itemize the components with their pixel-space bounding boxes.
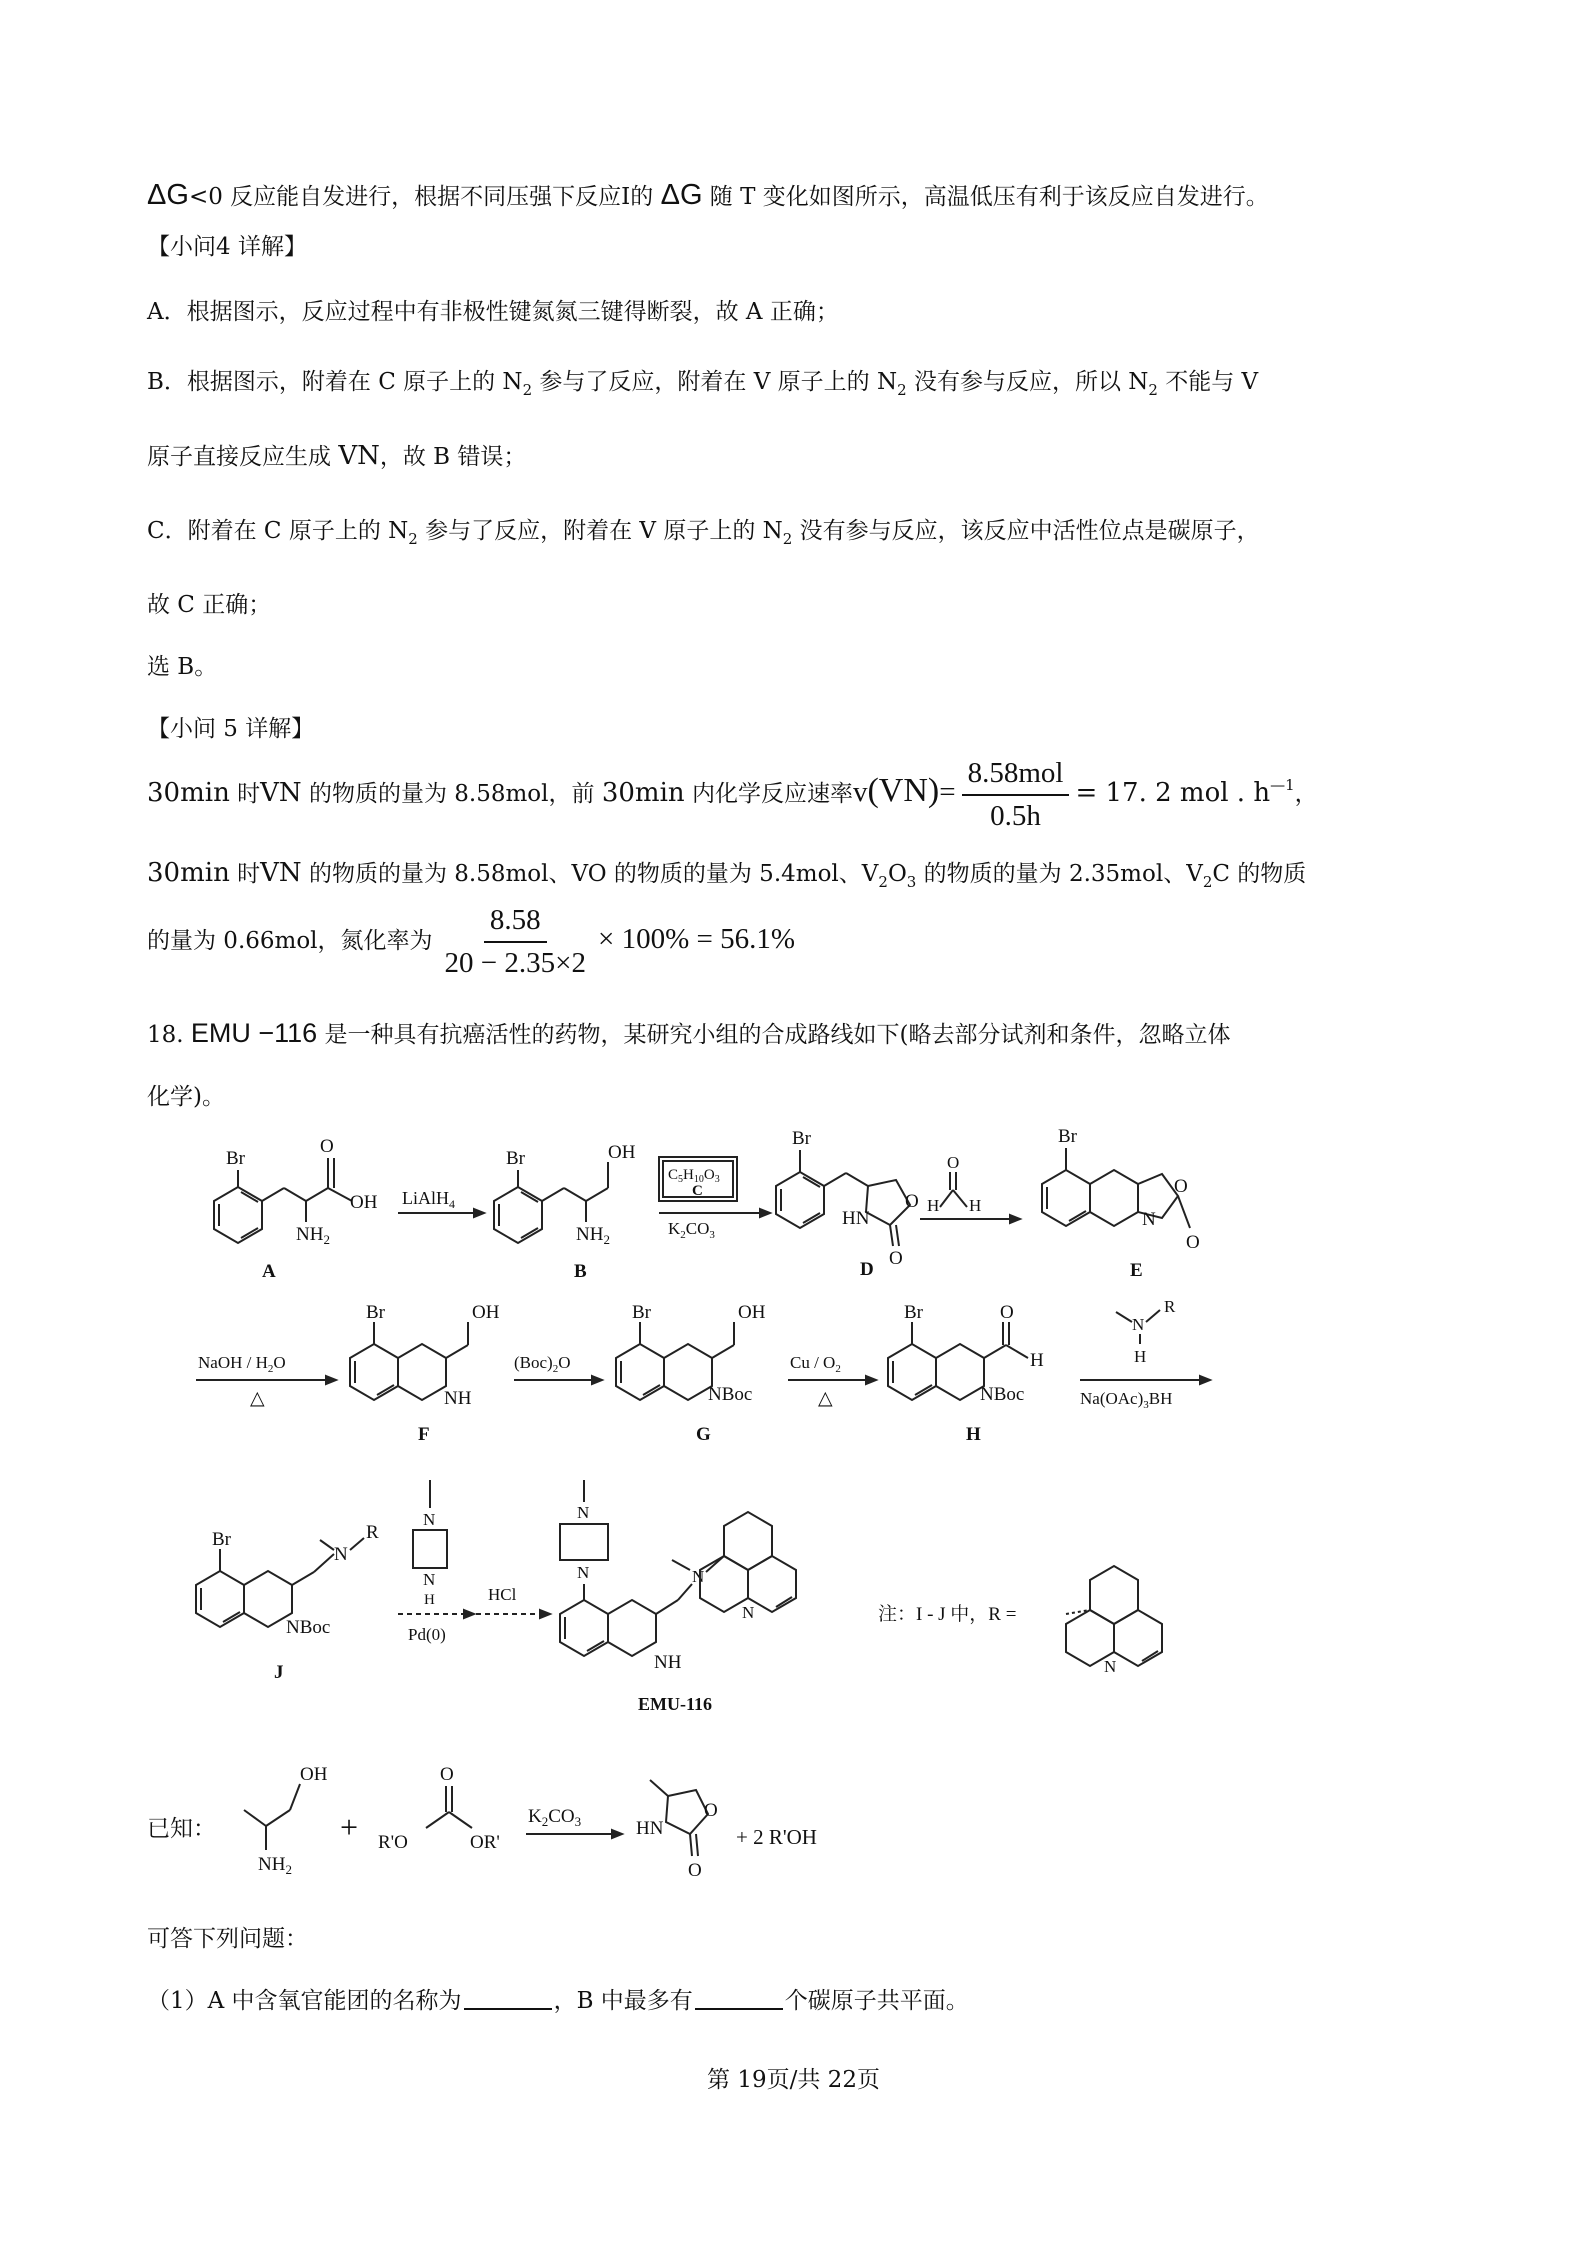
answer-a: A．根据图示，反应过程中有非极性键氮氮三键得断裂，故 A 正确；	[147, 299, 839, 325]
svg-text:R: R	[1164, 1297, 1176, 1316]
atom-label: $NH_2$	[296, 1224, 330, 1247]
svg-text:(Boc)2O: $(Boc)_2O$	[514, 1353, 571, 1375]
svg-text:+: +	[340, 1809, 359, 1845]
selection: 选 B。	[147, 654, 218, 680]
arrow-reductive-amination	[1080, 1297, 1210, 1411]
svg-text:O: O	[1000, 1302, 1014, 1323]
amount-line: 30min 时VN 的物质的量为 8.58mol、VO 的物质的量为 5.4mol、$V_2O_3$ 的物质的量为 2.35mol、$V_2C$ 的物质	[147, 858, 1307, 891]
svg-text:Pd(0): Pd(0)	[408, 1625, 446, 1644]
answer-c-line2: 故 C 正确；	[147, 592, 272, 618]
svg-text:O: O	[440, 1764, 454, 1785]
svg-text:Br: Br	[632, 1302, 651, 1323]
compound-g	[616, 1302, 766, 1445]
svg-text:Br: Br	[904, 1302, 923, 1323]
svg-text:Cu / O2: Cu / $O_2$	[790, 1353, 841, 1375]
svg-text:N: N	[423, 1510, 436, 1529]
svg-text:R: R	[366, 1522, 379, 1543]
svg-text:H: H	[424, 1592, 435, 1608]
svg-text:O: O	[1174, 1176, 1188, 1197]
svg-text:N: N	[692, 1567, 705, 1586]
svg-text:HCl: HCl	[488, 1585, 517, 1604]
compound-label: D	[860, 1259, 874, 1280]
compound-h	[888, 1302, 1044, 1445]
compound-label: J	[274, 1662, 284, 1683]
svg-text:NBoc: NBoc	[708, 1384, 753, 1405]
svg-text:Br: Br	[506, 1148, 525, 1169]
compound-a	[214, 1136, 378, 1282]
svg-text:H: H	[969, 1196, 982, 1215]
svg-text:NH2: $NH_2$	[258, 1854, 292, 1877]
svg-text:N: N	[742, 1603, 755, 1622]
svg-text:O: O	[889, 1248, 903, 1269]
compound-d	[776, 1128, 919, 1280]
svg-text:O: O	[905, 1191, 919, 1212]
compound-label: G	[696, 1424, 711, 1445]
compound-e	[1042, 1126, 1200, 1281]
svg-text:LiAlH4: LiAlH$_4$	[402, 1188, 455, 1211]
arrow-cu-o2	[788, 1353, 876, 1409]
svg-text:O: O	[704, 1800, 718, 1821]
rate-line: 30min 时VN 的物质的量为 8.58mol，前 30min 内化学反应速率v(VN)= $\frac{\text{8.58mol}}{0.5h}$ = 17. 2 mol . $h^{—1}$，	[147, 757, 1318, 832]
question-18-line2: 化学)。	[147, 1084, 225, 1110]
svg-text:Na(OAc)3BH: $Na(OAc)_3BH$	[1080, 1389, 1173, 1411]
svg-text:HN: HN	[636, 1818, 664, 1839]
known-reaction	[244, 1764, 817, 1881]
svg-text:Br: Br	[366, 1302, 385, 1323]
answer-c-line1: C．附着在 C 原子上的 $N_2$ 参与了反应，附着在 V 原子上的 $N_2$ 没有参与反应，该反应中活性位点是碳原子，	[147, 518, 1260, 548]
svg-text:△: △	[818, 1388, 833, 1409]
svg-text:N: N	[577, 1503, 590, 1522]
arrow-liah	[398, 1188, 484, 1217]
svg-text:NH2: $NH_2$	[576, 1224, 610, 1247]
svg-text:注：I - J 中，R =: 注：I - J 中，R =	[878, 1604, 1017, 1625]
note-r-group	[878, 1566, 1162, 1676]
text-line-dg: ΔG<0 反应能自发进行，根据不同压强下反应I的 ΔG 随 T 变化如图所示，高温低压有利于该反应自发进行。	[147, 179, 1269, 211]
svg-text:Br: Br	[212, 1529, 231, 1550]
arrow-boc2o	[514, 1353, 602, 1384]
sub-question-1: （1）A 中含氧官能团的名称为 ，B 中最多有 个碳原子共平面。	[147, 1988, 969, 2014]
svg-text:Br: Br	[1058, 1126, 1077, 1147]
page-footer: 第 19页/共 22页	[707, 2067, 880, 2093]
svg-text:N: N	[1104, 1657, 1117, 1676]
section-heading-4: 【小问4 详解】	[147, 234, 307, 260]
answer-blank-2[interactable]	[695, 2008, 783, 2010]
svg-text:Br: Br	[792, 1128, 811, 1149]
compound-f	[350, 1302, 500, 1445]
answer-prompt: 可答下列问题：	[147, 1926, 308, 1952]
nitridation-fraction: $\frac{8.58}{20 - 2.35\times 2}$	[444, 904, 587, 979]
svg-text:C: C	[692, 1183, 703, 1199]
compound-label: H	[966, 1424, 981, 1445]
atom-label: O	[320, 1136, 334, 1157]
svg-text:N: N	[1142, 1209, 1156, 1230]
compound-b	[494, 1142, 636, 1282]
compound-label: F	[418, 1424, 430, 1445]
svg-text:H: H	[927, 1196, 940, 1215]
svg-text:O: O	[947, 1153, 960, 1172]
arrow-formaldehyde	[920, 1153, 1020, 1223]
svg-text:OH: OH	[738, 1302, 766, 1323]
compound-label: B	[574, 1261, 587, 1282]
svg-text:N: N	[577, 1563, 590, 1582]
arrow-pd-coupling	[398, 1480, 550, 1644]
svg-text:H: H	[1030, 1350, 1044, 1371]
svg-text:C5H10O3: $C_5H_{10}O_3$	[668, 1167, 720, 1185]
svg-text:N: N	[423, 1570, 436, 1589]
svg-text:N: N	[1132, 1315, 1145, 1334]
svg-text:△: △	[250, 1388, 265, 1409]
compound-label: A	[262, 1261, 276, 1282]
svg-text:H: H	[1134, 1347, 1147, 1366]
compound-label: E	[1130, 1260, 1143, 1281]
nitridation-line: 的量为 0.66mol，氮化率为 $\frac{8.58}{20 - 2.35\times 2}$ × 100% = 56.1%	[147, 904, 796, 979]
svg-text:+ 2 R'OH: + 2 R'OH	[736, 1825, 817, 1849]
svg-text:NaOH / H2O: NaOH / $H_2O$	[198, 1353, 286, 1375]
delta-symbol: Δ	[147, 179, 167, 211]
svg-text:HN: HN	[842, 1208, 870, 1229]
svg-text:N: N	[334, 1544, 348, 1565]
svg-text:R'O: R'O	[378, 1832, 408, 1853]
compound-j	[196, 1522, 379, 1683]
svg-text:NBoc: NBoc	[286, 1617, 331, 1638]
answer-b-line2: 原子直接反应生成 VN，故 B 错误；	[147, 441, 527, 471]
answer-blank-1[interactable]	[464, 2008, 552, 2010]
arrow-naoh	[196, 1353, 336, 1409]
svg-text:NH: NH	[654, 1652, 682, 1673]
svg-text:OH: OH	[300, 1764, 328, 1785]
svg-text:NH: NH	[444, 1388, 472, 1409]
rate-fraction: $\frac{\text{8.58mol}}{0.5h}$	[962, 757, 1070, 833]
svg-text:OR': OR'	[470, 1832, 500, 1853]
svg-text:OH: OH	[472, 1302, 500, 1323]
answer-b-line1: B．根据图示，附着在 C 原子上的 $N_2$ 参与了反应，附着在 V 原子上的 $N_2$ 没有参与反应，所以 $N_2$ 不能与 V	[147, 369, 1259, 399]
atom-label: OH	[350, 1192, 378, 1213]
known-label: 已知：	[147, 1816, 216, 1842]
compound-label: EMU-116	[638, 1694, 712, 1714]
svg-text:O: O	[1186, 1232, 1200, 1253]
svg-text:OH: OH	[608, 1142, 636, 1163]
question-18-line1: 18. EMU −116 是一种具有抗癌活性的药物，某研究小组的合成路线如下(略去部分试剂和条件，忽略立体	[147, 1018, 1231, 1048]
compound-emu-116	[560, 1480, 796, 1714]
svg-text:K2CO3: $K_2CO_3$	[528, 1806, 582, 1829]
svg-text:NBoc: NBoc	[980, 1384, 1025, 1405]
svg-text:O: O	[688, 1860, 702, 1881]
section-heading-5: 【小问 5 详解】	[147, 716, 315, 742]
arrow-c5h10o3	[659, 1157, 770, 1241]
svg-text:K2CO3: $K_2CO_3$	[668, 1219, 715, 1241]
atom-label: Br	[226, 1148, 245, 1169]
